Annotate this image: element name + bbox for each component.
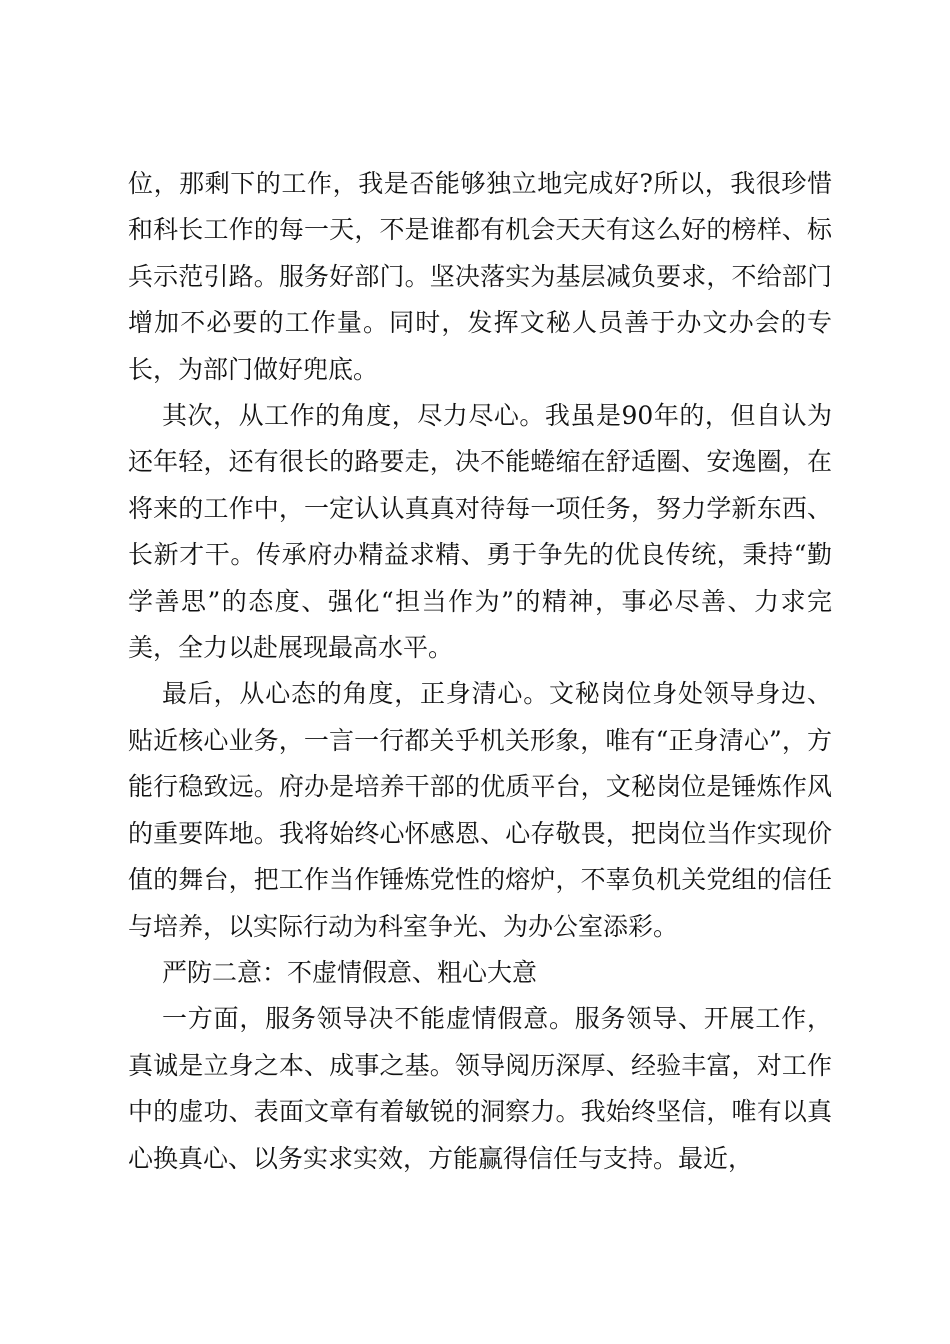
document-body [128, 161, 832, 1182]
paragraph-continuation: 位，那剩下的工作，我是否能够独立地完成好?所以，我很珍惜和科长工作的每一天，不是谁都有机会天天有这么好的榜样、标兵示范引路。服务好部门。坚决落实为基层减负要求，不给部门增加不必要的工作量。同时，发挥文秘人员善于办文办会的专长，为部门做好兜底。 [128, 169, 832, 384]
paragraph-work-attitude: 其次，从工作的角度，尽力尽心。我虽是90年的，但自认为还年轻，还有很长的路要走，决不能蜷缩在舒适圈、安逸圈，在将来的工作中，一定认认真真对待每一项任务，努力学新东西、长新才干。传承府办精益求精、勇于争先的优良传统，秉持“勤学善思”的态度、强化“担当作为”的精神，事必尽善、力求完美，全力以赴展现最高水平。 [128, 401, 832, 663]
paragraph-mindset: 最后，从心态的角度，正身清心。文秘岗位身处领导身边、贴近核心业务，一言一行都关乎机关形象，唯有“正身清心”，方能行稳致远。府办是培养干部的优质平台，文秘岗位是锤炼作风的重要阵地。我将始终心怀感恩、心存敬畏，把岗位当作实现价值的舞台，把工作当作锤炼党性的熔炉，不辜负机关党组的信任与培养，以实际行动为科室争光、为办公室添彩。 [128, 679, 832, 941]
paragraph-serving-leaders: 一方面，服务领导决不能虚情假意。服务领导、开展工作，真诚是立身之本、成事之基。领导阅历深厚、经验丰富，对工作中的虚功、表面文章有着敏锐的洞察力。我始终坚信，唯有以真心换真心、以务实求实效，方能赢得信任与支持。最近， [128, 1004, 832, 1173]
section-heading: 严防二意：不虚情假意、粗心大意 [162, 957, 538, 987]
